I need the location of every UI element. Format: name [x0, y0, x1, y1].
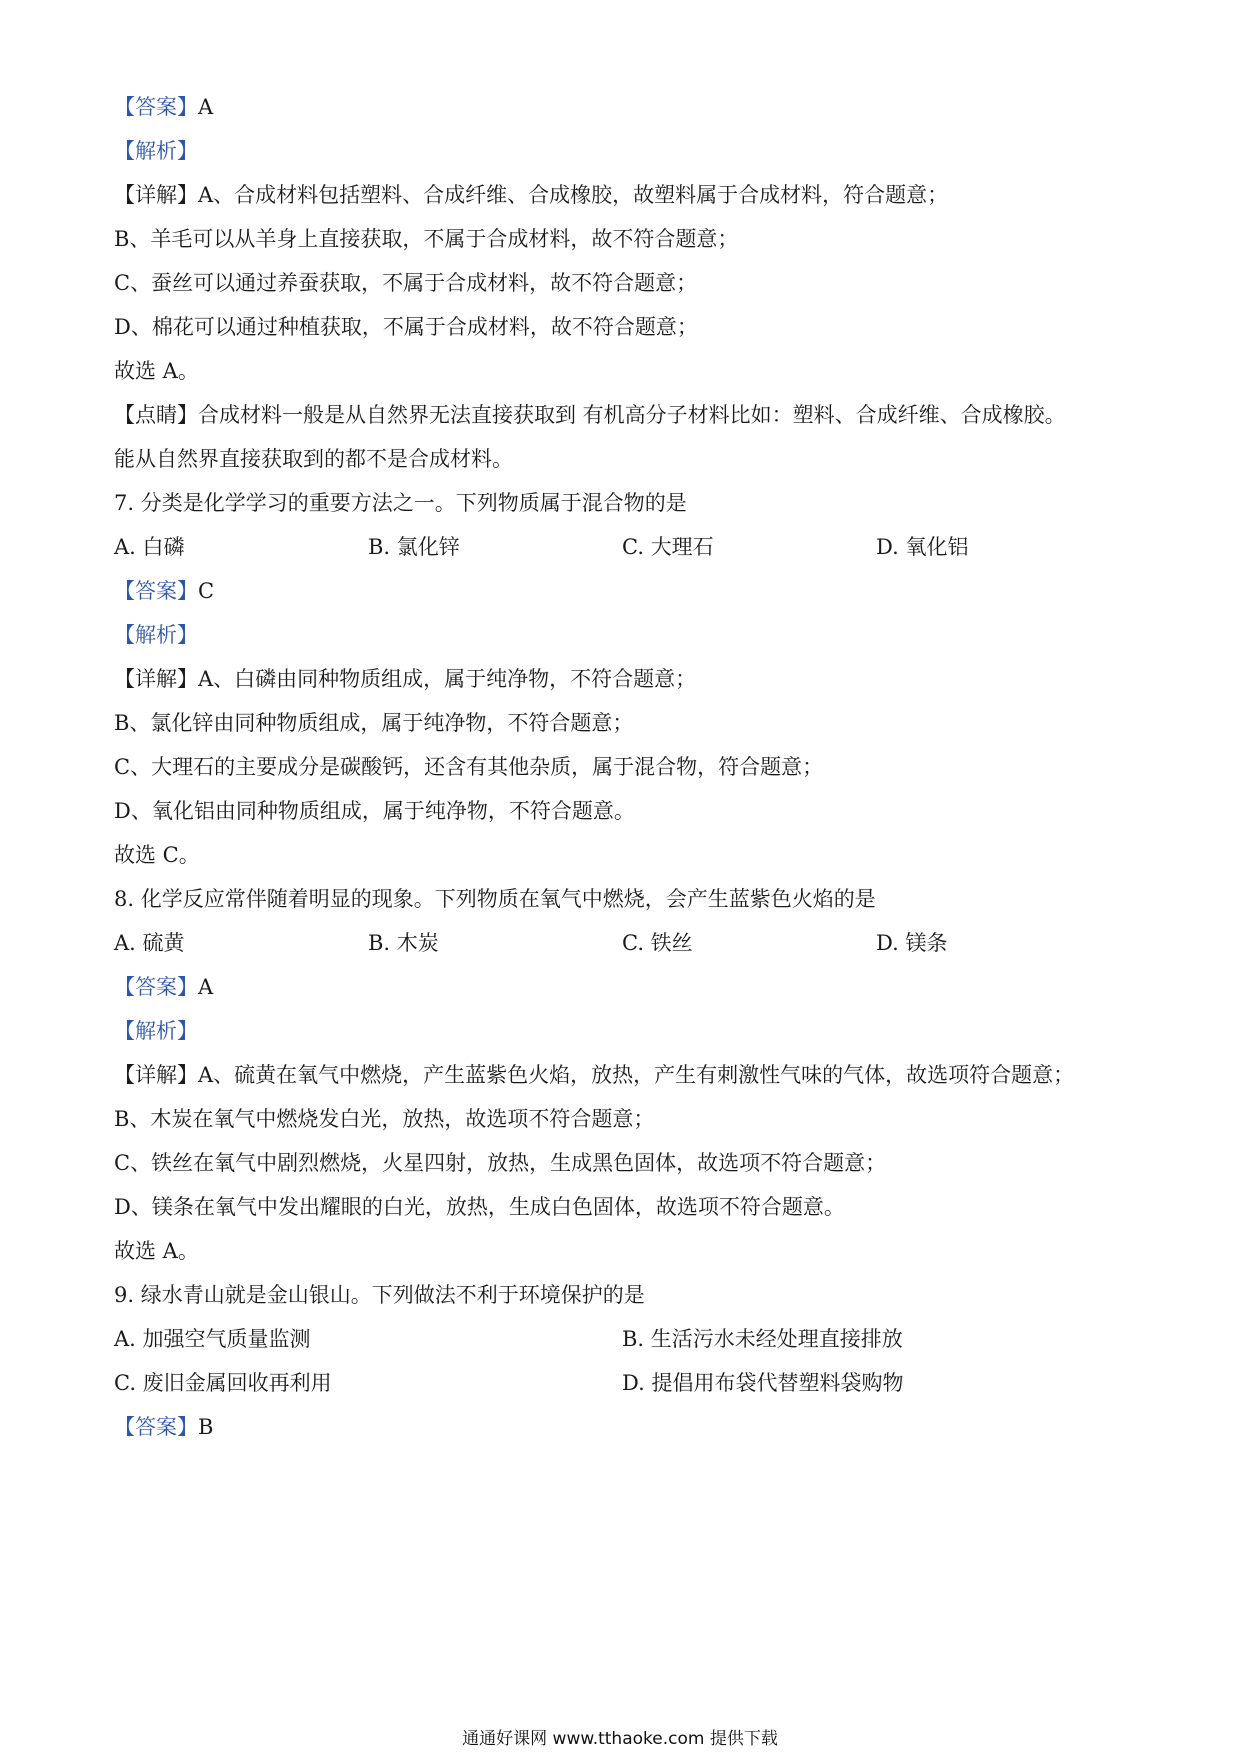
- q8-detail-d: D、镁条在氧气中发出耀眼的白光，放热，生成白色固体，故选项不符合题意。: [114, 1195, 845, 1219]
- comment-text: 合成材料一般是从自然界无法直接获取到 有机高分子材料比如：塑料、合成纤维、合成橡胶。: [198, 403, 1066, 427]
- answer-value: B: [198, 1415, 214, 1439]
- analysis-label: 【解析】: [114, 1019, 198, 1043]
- q8-answer: [114, 972, 1140, 1002]
- page-footer: 通通好课网 www.tthaoke.com 提供下载: [462, 1729, 778, 1749]
- q6-detail-c: C、蚕丝可以通过养蚕获取，不属于合成材料，故不符合题意；: [114, 271, 698, 295]
- q8-option-d: D. 镁条: [876, 931, 948, 955]
- q6-analysis: [114, 136, 1140, 166]
- q9-answer: [114, 1412, 1140, 1442]
- answer-label: 【答案】: [114, 1415, 198, 1439]
- q9-stem: 9. 绿水青山就是金山银山。下列做法不利于环境保护的是: [114, 1283, 645, 1307]
- q6-conclusion: 故选 A。: [114, 359, 199, 383]
- q7-option-d: D. 氧化铝: [876, 535, 969, 559]
- answer-label: 【答案】: [114, 579, 198, 603]
- q9-option-d: D. 提倡用布袋代替塑料袋购物: [622, 1371, 904, 1395]
- detail-text: A、硫黄在氧气中燃烧，产生蓝紫色火焰，放热，产生有刺激性气味的气体，故选项符合题意；: [198, 1063, 1075, 1087]
- q6-comment: [114, 400, 1140, 430]
- q8-analysis: [114, 1016, 1140, 1046]
- q8-stem: 8. 化学反应常伴随着明显的现象。下列物质在氧气中燃烧，会产生蓝紫色火焰的是: [114, 887, 876, 911]
- q7-detail-a: [114, 664, 1140, 694]
- q8-option-c: C. 铁丝: [622, 931, 693, 955]
- q8-detail-c: C、铁丝在氧气中剧烈燃烧，火星四射，放热，生成黑色固体，故选项不符合题意；: [114, 1151, 887, 1175]
- q6-detail-d: D、棉花可以通过种植获取，不属于合成材料，故不符合题意；: [114, 315, 698, 339]
- answer-value: C: [198, 579, 215, 603]
- q9-option-c: C. 废旧金属回收再利用: [114, 1371, 332, 1395]
- q7-answer: [114, 576, 1140, 606]
- q8-option-b: B. 木炭: [368, 931, 439, 955]
- detail-text: A、合成材料包括塑料、合成纤维、合成橡胶，故塑料属于合成材料，符合题意；: [198, 183, 949, 207]
- q7-stem: 7. 分类是化学学习的重要方法之一。下列物质属于混合物的是: [114, 491, 687, 515]
- q8-option-a: A. 硫黄: [114, 931, 185, 955]
- q7-detail-c: C、大理石的主要成分是碳酸钙，还含有其他杂质，属于混合物，符合题意；: [114, 755, 824, 779]
- q7-conclusion: 故选 C。: [114, 843, 200, 867]
- analysis-label: 【解析】: [114, 139, 198, 163]
- q7-analysis: [114, 620, 1140, 650]
- q9-option-b: B. 生活污水未经处理直接排放: [622, 1327, 903, 1351]
- comment-label: 【点睛】: [114, 403, 198, 427]
- answer-value: A: [198, 95, 214, 119]
- detail-label: 【详解】: [114, 667, 198, 691]
- q8-conclusion: 故选 A。: [114, 1239, 199, 1263]
- answer-label: 【答案】: [114, 975, 198, 999]
- q7-detail-d: D、氧化铝由同种物质组成，属于纯净物，不符合题意。: [114, 799, 635, 823]
- q6-comment-cont: 能从自然界直接获取到的都不是合成材料。: [114, 447, 513, 471]
- q8-detail-a: [114, 1060, 1140, 1090]
- q6-answer: [114, 92, 1140, 122]
- answer-label: 【答案】: [114, 95, 198, 119]
- detail-label: 【详解】: [114, 1063, 198, 1087]
- q6-detail-a: [114, 180, 1140, 210]
- q7-option-b: B. 氯化锌: [368, 535, 460, 559]
- answer-value: A: [198, 975, 214, 999]
- q9-option-a: A. 加强空气质量监测: [114, 1327, 311, 1351]
- q7-option-a: A. 白磷: [114, 535, 185, 559]
- q7-detail-b: B、氯化锌由同种物质组成，属于纯净物，不符合题意；: [114, 711, 634, 735]
- detail-text: A、白磷由同种物质组成，属于纯净物，不符合题意；: [198, 667, 697, 691]
- analysis-label: 【解析】: [114, 623, 198, 647]
- q8-detail-b: B、木炭在氧气中燃烧发白光，放热，故选项不符合题意；: [114, 1107, 655, 1131]
- q7-option-c: C. 大理石: [622, 535, 714, 559]
- q6-detail-b: B、羊毛可以从羊身上直接获取，不属于合成材料，故不符合题意；: [114, 227, 739, 251]
- detail-label: 【详解】: [114, 183, 198, 207]
